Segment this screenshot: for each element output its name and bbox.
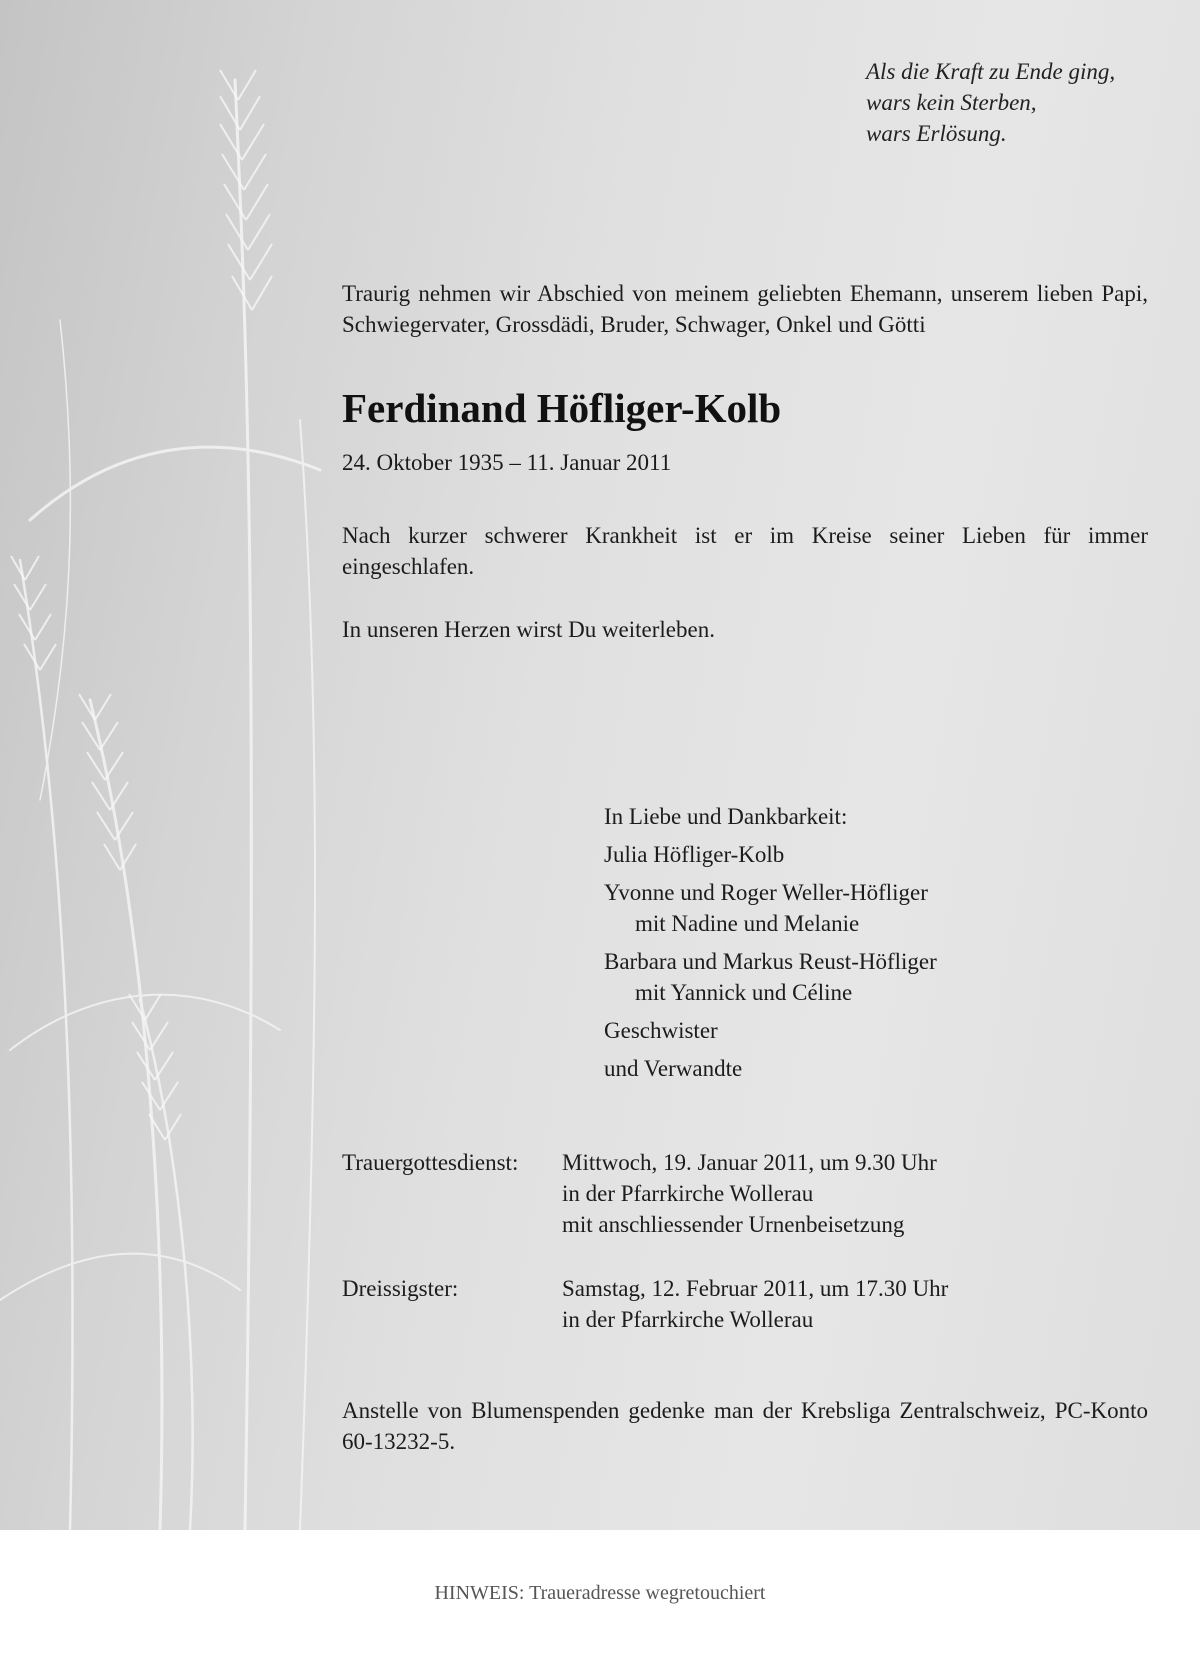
family-entry-main: Barbara und Markus Reust-Höfliger bbox=[604, 949, 937, 974]
motto-line: wars kein Sterben, bbox=[866, 90, 1037, 115]
service-line: in der Pfarrkirche Wollerau bbox=[562, 1307, 814, 1332]
motto-quote bbox=[866, 56, 1115, 149]
family-entry-sub: mit Nadine und Melanie bbox=[635, 911, 860, 936]
family-entry-sub: mit Yannick und Céline bbox=[635, 980, 853, 1005]
family-entry-main: Yvonne und Roger Weller-Höfliger bbox=[604, 880, 928, 905]
family-entry-main: Julia Höfliger-Kolb bbox=[604, 842, 785, 867]
life-dates: 24. Oktober 1935 – 11. Januar 2011 bbox=[342, 450, 672, 475]
retouch-notice: HINWEIS: Traueradresse wegretouchiert bbox=[434, 1582, 766, 1604]
intro-paragraph: Traurig nehmen wir Abschied von meinem geliebten Ehemann, unserem lieben Papi, Schwiegervater, Grossdädi, Bruder, Schwager, Onkel und Götti bbox=[342, 281, 1148, 337]
deceased-name: Ferdinand Höfliger-Kolb bbox=[342, 385, 782, 431]
service-details bbox=[562, 1147, 937, 1240]
service-details bbox=[562, 1273, 948, 1335]
service-line: Mittwoch, 19. Januar 2011, um 9.30 Uhr bbox=[562, 1150, 937, 1175]
remembrance-line: In unseren Herzen wirst Du weiterleben. bbox=[342, 617, 715, 642]
illness-paragraph: Nach kurzer schwerer Krankheit ist er im Kreise seiner Lieben für immer eingeschlafen. bbox=[342, 523, 1148, 579]
family-entry bbox=[604, 1015, 937, 1046]
family-entry bbox=[604, 946, 937, 1008]
family-entry bbox=[604, 877, 937, 939]
family-heading: In Liebe und Dankbarkeit: bbox=[604, 804, 848, 829]
family-entry bbox=[604, 1053, 937, 1084]
service-line: in der Pfarrkirche Wollerau bbox=[562, 1181, 814, 1206]
family-list bbox=[604, 801, 937, 1091]
family-entry-main: Geschwister bbox=[604, 1018, 718, 1043]
family-entry-main: und Verwandte bbox=[604, 1056, 743, 1081]
motto-line: wars Erlösung. bbox=[866, 121, 1007, 146]
service-label: Trauergottesdienst: bbox=[342, 1150, 519, 1175]
service-label: Dreissigster: bbox=[342, 1276, 459, 1301]
motto-line: Als die Kraft zu Ende ging, bbox=[866, 59, 1116, 84]
service-line: mit anschliessender Urnenbeisetzung bbox=[562, 1212, 905, 1237]
family-entry bbox=[604, 839, 937, 870]
service-line: Samstag, 12. Februar 2011, um 17.30 Uhr bbox=[562, 1276, 949, 1301]
donation-paragraph: Anstelle von Blumenspenden gedenke man der Krebsliga Zentralschweiz, PC-Konto 60-13232-5. bbox=[342, 1398, 1148, 1454]
